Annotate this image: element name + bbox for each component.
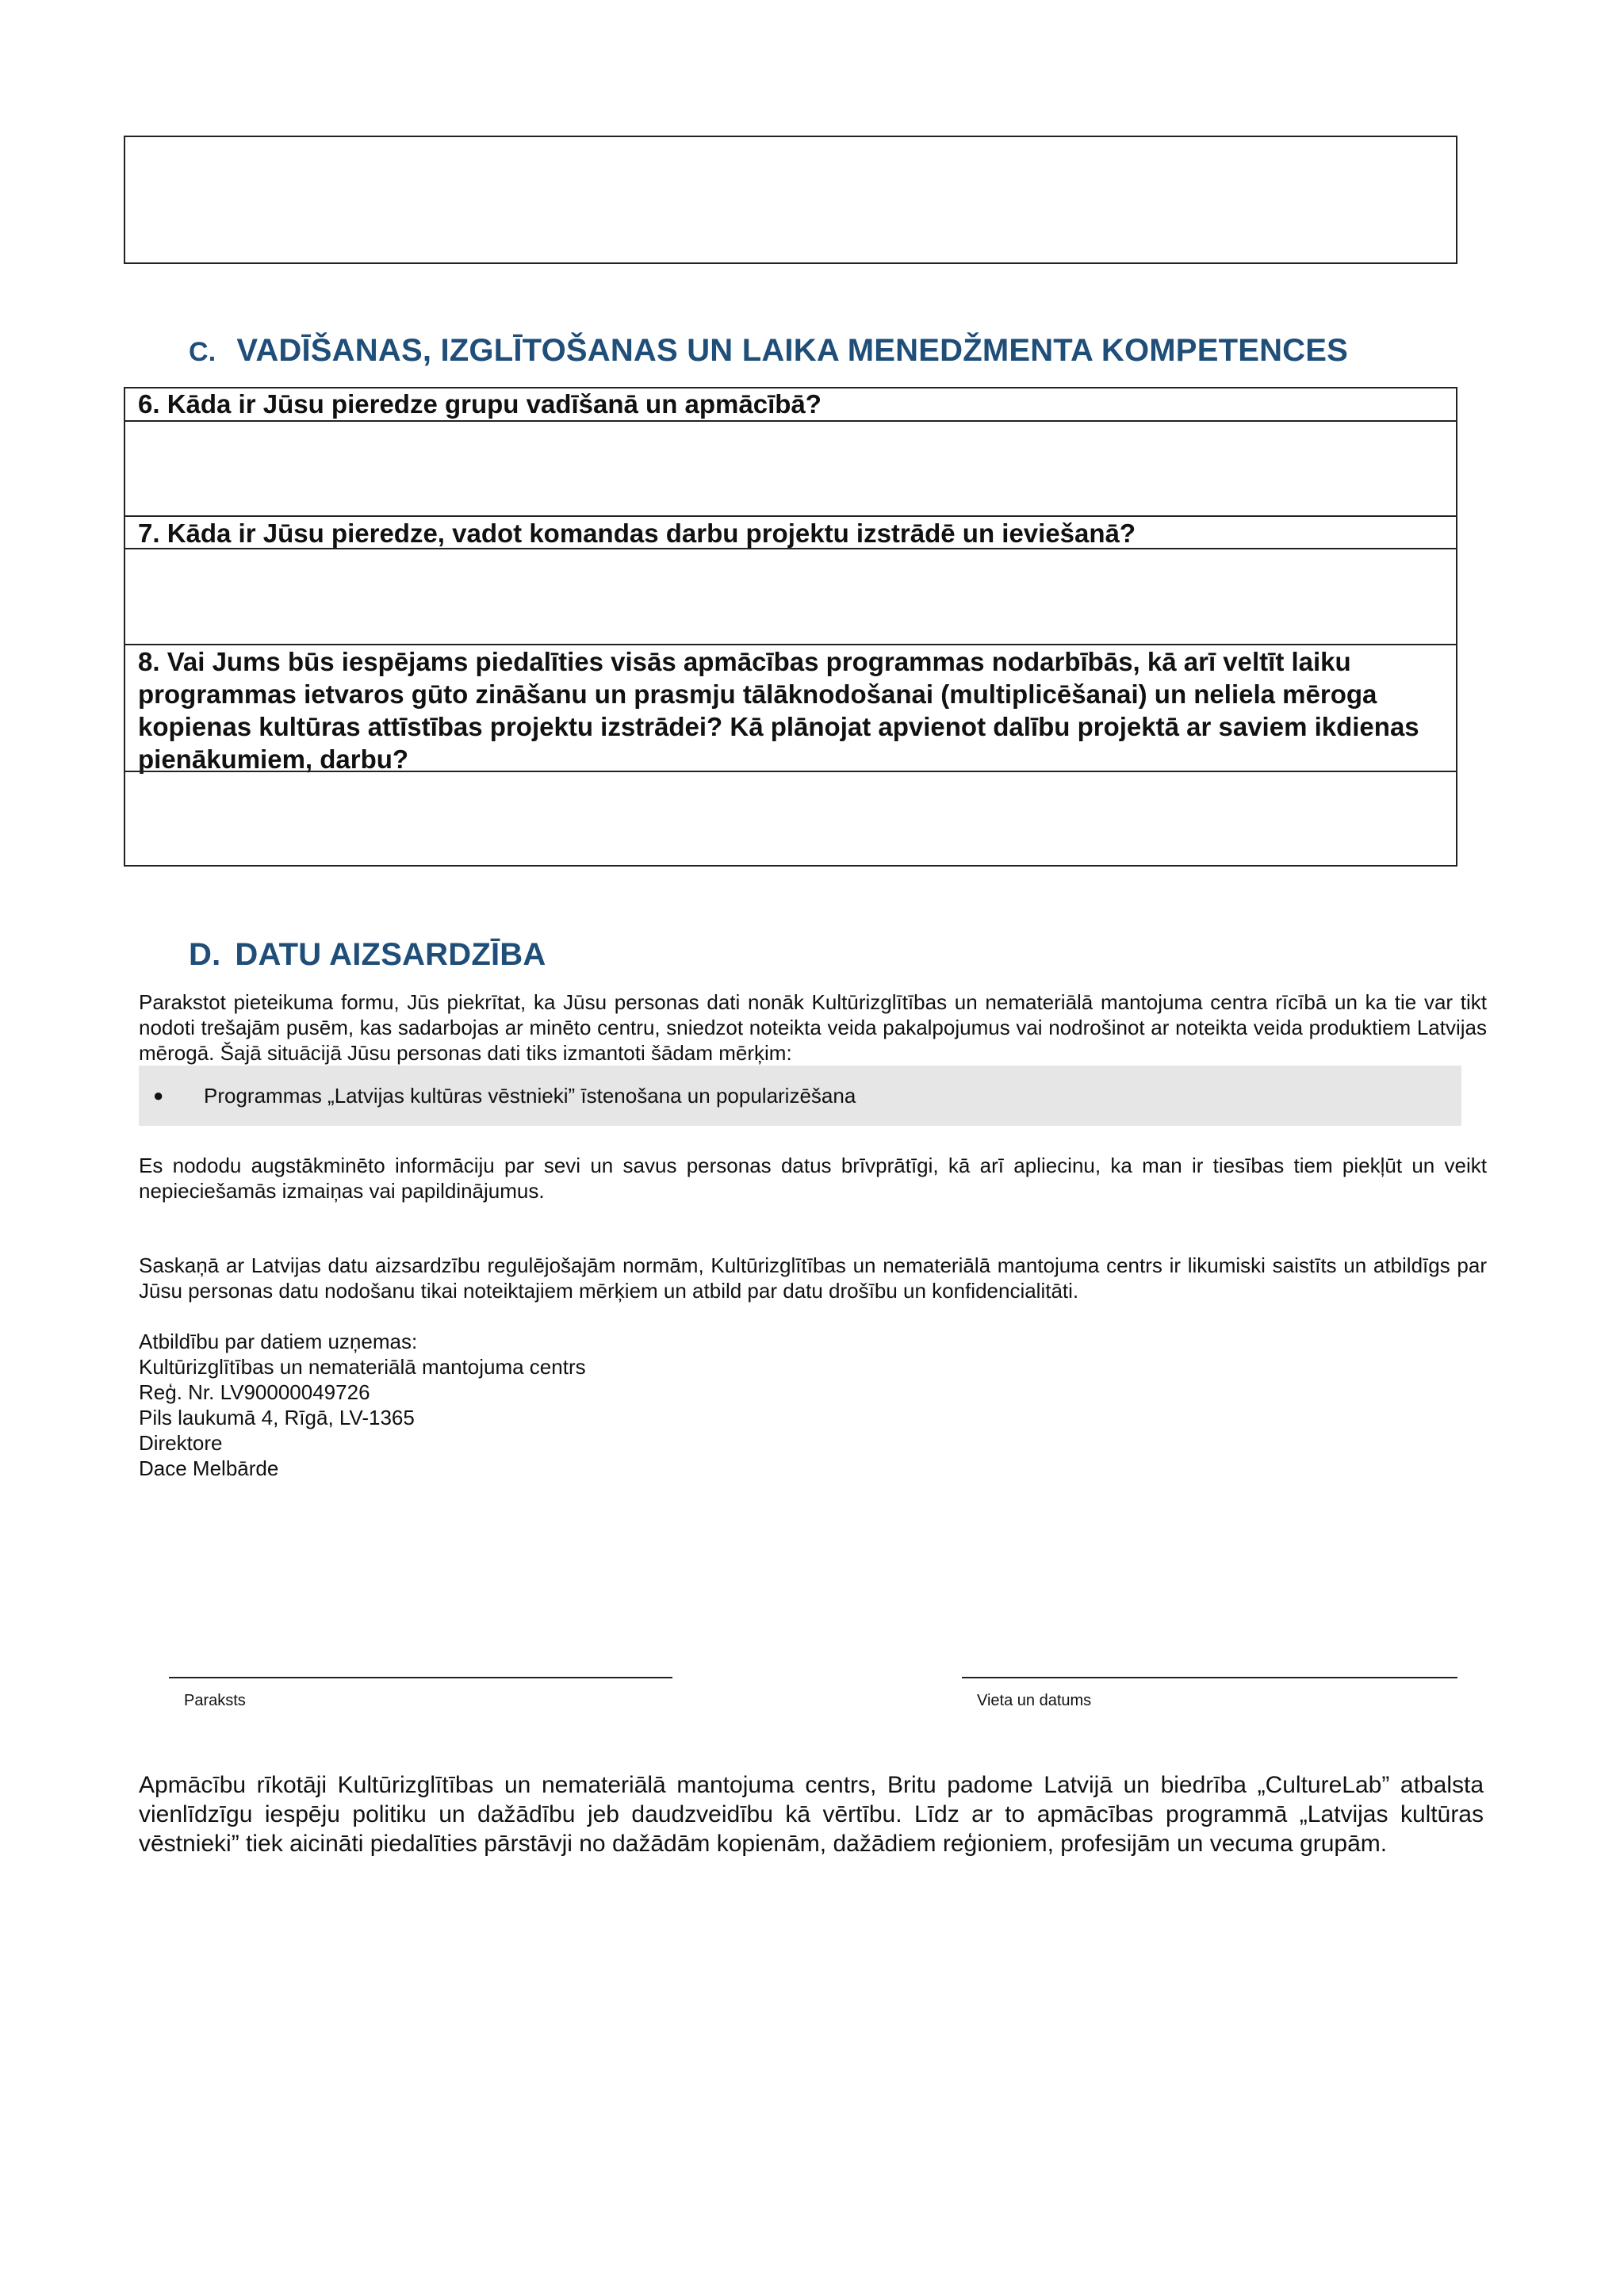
- section-d-title: DATU AIZSARDZĪBA: [235, 937, 546, 972]
- signature-line[interactable]: [169, 1677, 672, 1678]
- purpose-bullet-text: Programmas „Latvijas kultūras vēstnieki” īstenošana un popularizēšana: [204, 1084, 856, 1108]
- question-7-text: 7. Kāda ir Jūsu pieredze, vadot komandas darbu projektu izstrādē un ieviešanā?: [138, 519, 1136, 548]
- section-d-letter: D.: [189, 937, 221, 972]
- place-date-label: Vieta un datums: [977, 1692, 1092, 1709]
- responsible-name: Dace Melbārde: [139, 1456, 279, 1480]
- question-6-row: [125, 387, 1456, 422]
- voluntary-paragraph: Es nododu augstākminēto informāciju par sevi un savus personas datus brīvprātīgi, kā arī apliecinu, ka man ir tiesības tiem piekļūt un veikt nepieciešamās izmaiņas vai papildinājumus.: [139, 1154, 1487, 1203]
- consent-paragraph: Parakstot pieteikuma formu, Jūs piekrītat, ka Jūsu personas dati nonāk Kultūrizglītības un nemateriālā mantojuma centra rīcībā un ka tie var tikt nodoti trešajām pusēm, kas sadarbojas ar minēto centru, sniedzot noteikta veida pakalpojumus vai nodrošinot ar noteikta veida produktiem Latvijas mērogā. Šajā situācijā Jūsu personas dati tiks izmantoti šādam mērķim:: [139, 990, 1487, 1065]
- question-6-answer[interactable]: [125, 420, 1456, 515]
- responsible-org: Kultūrizglītības un nemateriālā mantojuma centrs: [139, 1355, 586, 1379]
- equal-opportunity-paragraph: Apmācību rīkotāji Kultūrizglītības un nemateriālā mantojuma centrs, Britu padome Latvijā un biedrība „CultureLab” atbalsta vienlīdzīgu iespēju politiku un dažādību jeb daudzveidību kā vērtību. Līdz ar to apmācības programmā „Latvijas kultūras vēstnieki” tiek aicināti piedalīties pārstāvji no dažādām kopienām, dažādiem reģioniem, profesijām un vecuma grupām.: [139, 1772, 1484, 1857]
- signature-label: Paraksts: [184, 1692, 246, 1709]
- section-c-title: VADĪŠANAS, IZGLĪTOŠANAS UN LAIKA MENEDŽMENTA KOMPETENCES: [236, 333, 1349, 368]
- responsible-address: Pils laukumā 4, Rīgā, LV-1365: [139, 1406, 415, 1429]
- section-c-heading: [189, 333, 1348, 369]
- question-7-answer[interactable]: [125, 548, 1456, 645]
- question-8-text: 8. Vai Jums būs iespējams piedalīties visās apmācības programmas nodarbībās, kā arī veltīt laiku programmas ietvaros gūto zināšanu un prasmju tālāknodošanai (multiplicēšanai) un neliela mēroga kopienas kultūras attīstības projektu izstrādei? Kā plānojat apvienot dalību projektā ar saviem ikdienas pienākumiem, darbu?: [138, 647, 1419, 774]
- responsible-reg-number: Reģ. Nr. LV90000049726: [139, 1380, 370, 1404]
- previous-answer-box[interactable]: [124, 136, 1457, 264]
- question-8-row: [125, 644, 1456, 774]
- place-date-line[interactable]: [962, 1677, 1457, 1678]
- bullet-dot: ●: [153, 1085, 164, 1105]
- responsible-heading: Atbildību par datiem uzņemas:: [139, 1330, 418, 1353]
- responsible-role: Direktore: [139, 1431, 223, 1455]
- purpose-bullet-band: [139, 1066, 1461, 1126]
- responsible-block: [139, 1329, 852, 1481]
- section-c-table: [124, 387, 1457, 867]
- section-d-heading: [189, 937, 546, 973]
- section-c-letter: C.: [189, 337, 216, 367]
- question-6-text: 6. Kāda ir Jūsu pieredze grupu vadīšanā un apmācībā?: [138, 389, 822, 419]
- question-8-answer[interactable]: [125, 771, 1456, 867]
- legal-paragraph: Saskaņā ar Latvijas datu aizsardzību regulējošajām normām, Kultūrizglītības un nemateriālā mantojuma centrs ir likumiski saistīts un atbildīgs par Jūsu personas datu nodošanu tikai noteiktajiem mērķiem un atbild par datu drošību un konfidencialitāti.: [139, 1253, 1487, 1303]
- question-7-row: [125, 515, 1456, 549]
